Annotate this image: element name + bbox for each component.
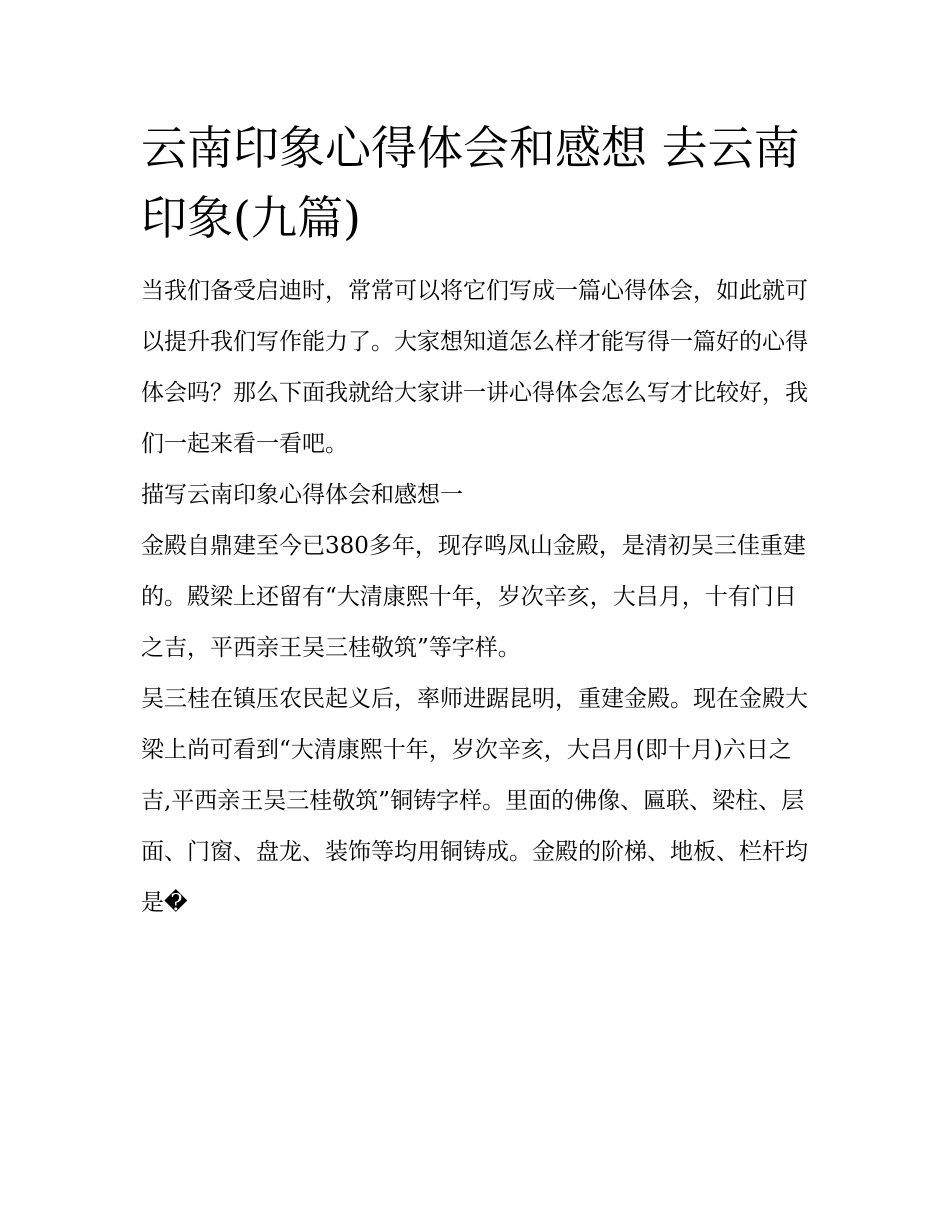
intro-paragraph: 当我们备受启迪时，常常可以将它们写成一篇心得体会，如此就可以提升我们写作能力了。大家想知道怎么样才能写得一篇好的心得体会吗？那么下面我就给大家讲一讲心得体会怎么写才比较好，我们一起来看一看吧。 [141,278,808,457]
body-paragraph: 吴三桂在镇压农民起义后，率师进踞昆明，重建金殿。现在金殿大梁上尚可看到“大清康熙十年，岁次辛亥，大吕月(即十月)六日之吉,平西亲王吴三桂敬筑”铜铸字样。里面的佛像、匾联、梁柱、层面、门窗、盘龙、装饰等均用铜铸成。金殿的阶梯、地板、栏杆均是� [141,686,808,916]
document-content [141,113,813,929]
document-title: 云南印象心得体会和感想 去云南印象(九篇) [141,121,800,245]
section-heading: 描写云南印象心得体会和感想一 [141,482,463,508]
body-paragraph: 金殿自鼎建至今已380多年，现存鸣凤山金殿，是清初吴三佳重建的。殿梁上还留有“大清康熙十年，岁次辛亥，大吕月，十有门日之吉，平西亲王吴三桂敬筑”等字样。 [141,533,806,661]
